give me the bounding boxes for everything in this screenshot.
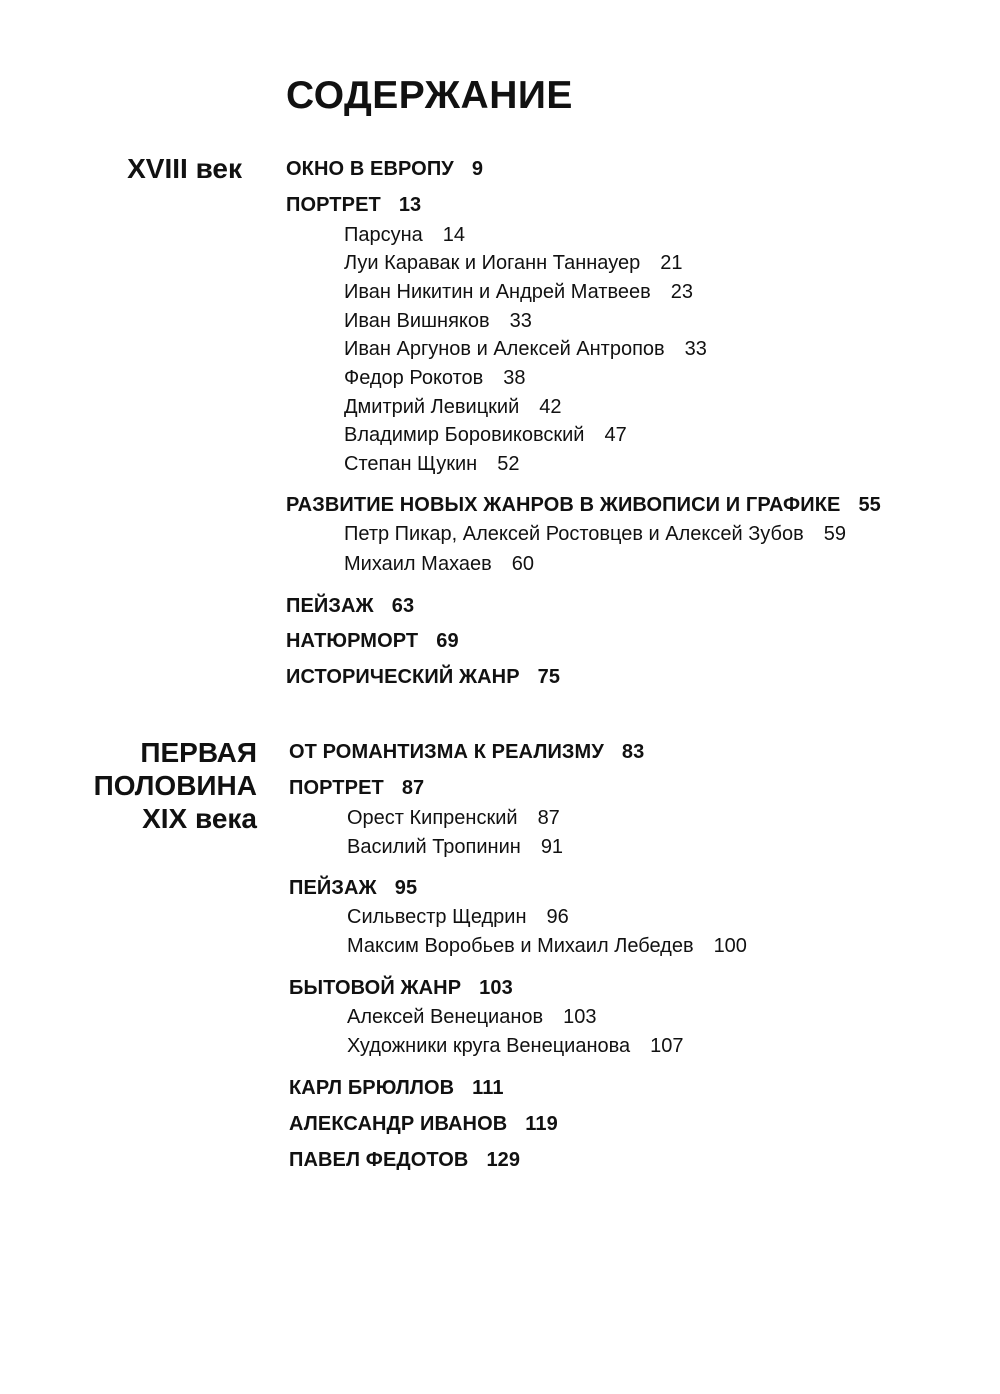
toc-chapter <box>286 493 881 517</box>
toc-entry-title: ПОРТРЕТ <box>289 777 384 799</box>
toc-subchapter <box>344 522 846 546</box>
toc-page-number: 21 <box>660 252 683 274</box>
toc-entry-title: Дмитрий Левицкий <box>344 396 520 418</box>
toc-page-number: 69 <box>436 630 459 652</box>
toc-entry-title: ПАВЕЛ ФЕДОТОВ <box>289 1149 469 1171</box>
toc-entry-title: ПЕЙЗАЖ <box>289 877 377 899</box>
toc-subchapter <box>347 1005 597 1029</box>
toc-subchapter <box>344 337 707 361</box>
section-label <box>127 152 242 185</box>
toc-subchapter <box>344 366 526 390</box>
toc-entry-title: Владимир Боровиковский <box>344 424 585 446</box>
section-label-line: XIX века <box>142 803 257 834</box>
toc-chapter <box>289 776 424 800</box>
toc-entry-title: Иван Вишняков <box>344 310 490 332</box>
toc-entry-title: Петр Пикар, Алексей Ростовцев и Алексей Зубов <box>344 523 804 545</box>
toc-page-number: 33 <box>509 310 532 332</box>
toc-entry-title: Луи Каравак и Иоганн Таннауер <box>344 252 641 274</box>
toc-subchapter <box>344 280 693 304</box>
toc-entry-title: ПОРТРЕТ <box>286 194 381 216</box>
toc-chapter <box>289 740 644 764</box>
toc-subchapter <box>344 251 682 275</box>
toc-entry-title: АЛЕКСАНДР ИВАНОВ <box>289 1113 508 1135</box>
toc-page-number: 111 <box>472 1077 504 1099</box>
toc-entry-title: Михаил Махаев <box>344 553 492 575</box>
toc-entry-title: Художники круга Венецианова <box>347 1035 631 1057</box>
toc-page-number: 38 <box>503 367 526 389</box>
toc-subchapter <box>347 934 747 958</box>
toc-subchapter <box>347 806 560 830</box>
toc-subchapter <box>344 223 465 247</box>
toc-subchapter <box>344 395 562 419</box>
page-title: СОДЕРЖАНИЕ <box>286 74 573 117</box>
toc-entry-title: БЫТОВОЙ ЖАНР <box>289 977 462 999</box>
toc-subchapter <box>344 552 534 576</box>
toc-subchapter <box>344 309 532 333</box>
toc-page-number: 103 <box>563 1006 597 1028</box>
toc-entry-title: Парсуна <box>344 224 423 246</box>
toc-subchapter <box>347 905 569 929</box>
toc-chapter <box>286 193 421 217</box>
toc-subchapter <box>344 452 519 476</box>
toc-page-number: 119 <box>525 1113 558 1135</box>
toc-entry-title: Алексей Венецианов <box>347 1006 544 1028</box>
toc-chapter <box>286 157 483 181</box>
toc-page-number: 129 <box>486 1149 521 1171</box>
section-label-line: XVIII век <box>127 153 242 184</box>
toc-page-number: 23 <box>670 281 693 303</box>
toc-entry-title: ПЕЙЗАЖ <box>286 595 374 617</box>
toc-page-number: 33 <box>684 338 707 360</box>
toc-entry-title: ОКНО В ЕВРОПУ <box>286 158 454 180</box>
toc-entry-title: КАРЛ БРЮЛЛОВ <box>289 1077 455 1099</box>
toc-page-number: 14 <box>442 224 466 246</box>
toc-page-number: 42 <box>539 396 562 418</box>
toc-page-number: 47 <box>604 424 627 446</box>
toc-entry-title: Максим Воробьев и Михаил Лебедев <box>347 935 694 957</box>
toc-page-number: 55 <box>858 494 881 516</box>
toc-page-number: 95 <box>394 877 418 899</box>
toc-chapter <box>289 1076 504 1100</box>
toc-subchapter <box>347 835 563 859</box>
toc-page-number: 63 <box>391 595 415 617</box>
toc-entry-title: Иван Никитин и Андрей Матвеев <box>344 281 651 303</box>
toc-chapter <box>289 1148 520 1172</box>
toc-entry-title: ОТ РОМАНТИЗМА К РЕАЛИЗМУ <box>289 741 604 763</box>
toc-subchapter <box>344 423 627 447</box>
toc-entry-title: Сильвестр Щедрин <box>347 906 527 928</box>
toc-chapter <box>289 876 417 900</box>
toc-page-number: 13 <box>398 194 422 216</box>
toc-chapter <box>286 665 560 689</box>
toc-entry-title: Федор Рокотов <box>344 367 484 389</box>
toc-entry-title: ИСТОРИЧЕСКИЙ ЖАНР <box>286 666 520 688</box>
toc-entry-title: Орест Кипренский <box>347 807 518 829</box>
toc-entry-title: Иван Аргунов и Алексей Антропов <box>344 338 665 360</box>
toc-page-number: 52 <box>497 453 520 475</box>
section-label <box>94 736 257 835</box>
toc-page-number: 107 <box>650 1035 684 1057</box>
toc-page-number: 103 <box>479 977 513 999</box>
toc-entry-title: НАТЮРМОРТ <box>286 630 419 652</box>
section-label-line: ПЕРВАЯ <box>140 737 257 768</box>
toc-entry-title: Степан Щукин <box>344 453 478 475</box>
toc-chapter <box>286 629 459 653</box>
toc-page-number: 60 <box>511 553 535 575</box>
toc-page-number: 87 <box>401 777 425 799</box>
toc-page-number: 100 <box>713 935 747 957</box>
toc-subchapter <box>347 1034 684 1058</box>
toc-page-number: 83 <box>621 741 645 763</box>
toc-chapter <box>289 1112 558 1136</box>
toc-entry-title: РАЗВИТИЕ НОВЫХ ЖАНРОВ В ЖИВОПИСИ И ГРАФИКЕ <box>286 494 841 516</box>
toc-page-number: 96 <box>546 906 569 928</box>
section-label-line: ПОЛОВИНА <box>93 770 257 801</box>
toc-chapter <box>286 594 414 618</box>
toc-chapter <box>289 976 513 1000</box>
toc-page-number: 9 <box>471 158 484 180</box>
toc-page-number: 75 <box>537 666 561 688</box>
toc-entry-title: Василий Тропинин <box>347 836 521 858</box>
toc-page-number: 91 <box>540 836 564 858</box>
toc-page-number: 59 <box>823 523 846 545</box>
toc-page-number: 87 <box>537 807 560 829</box>
